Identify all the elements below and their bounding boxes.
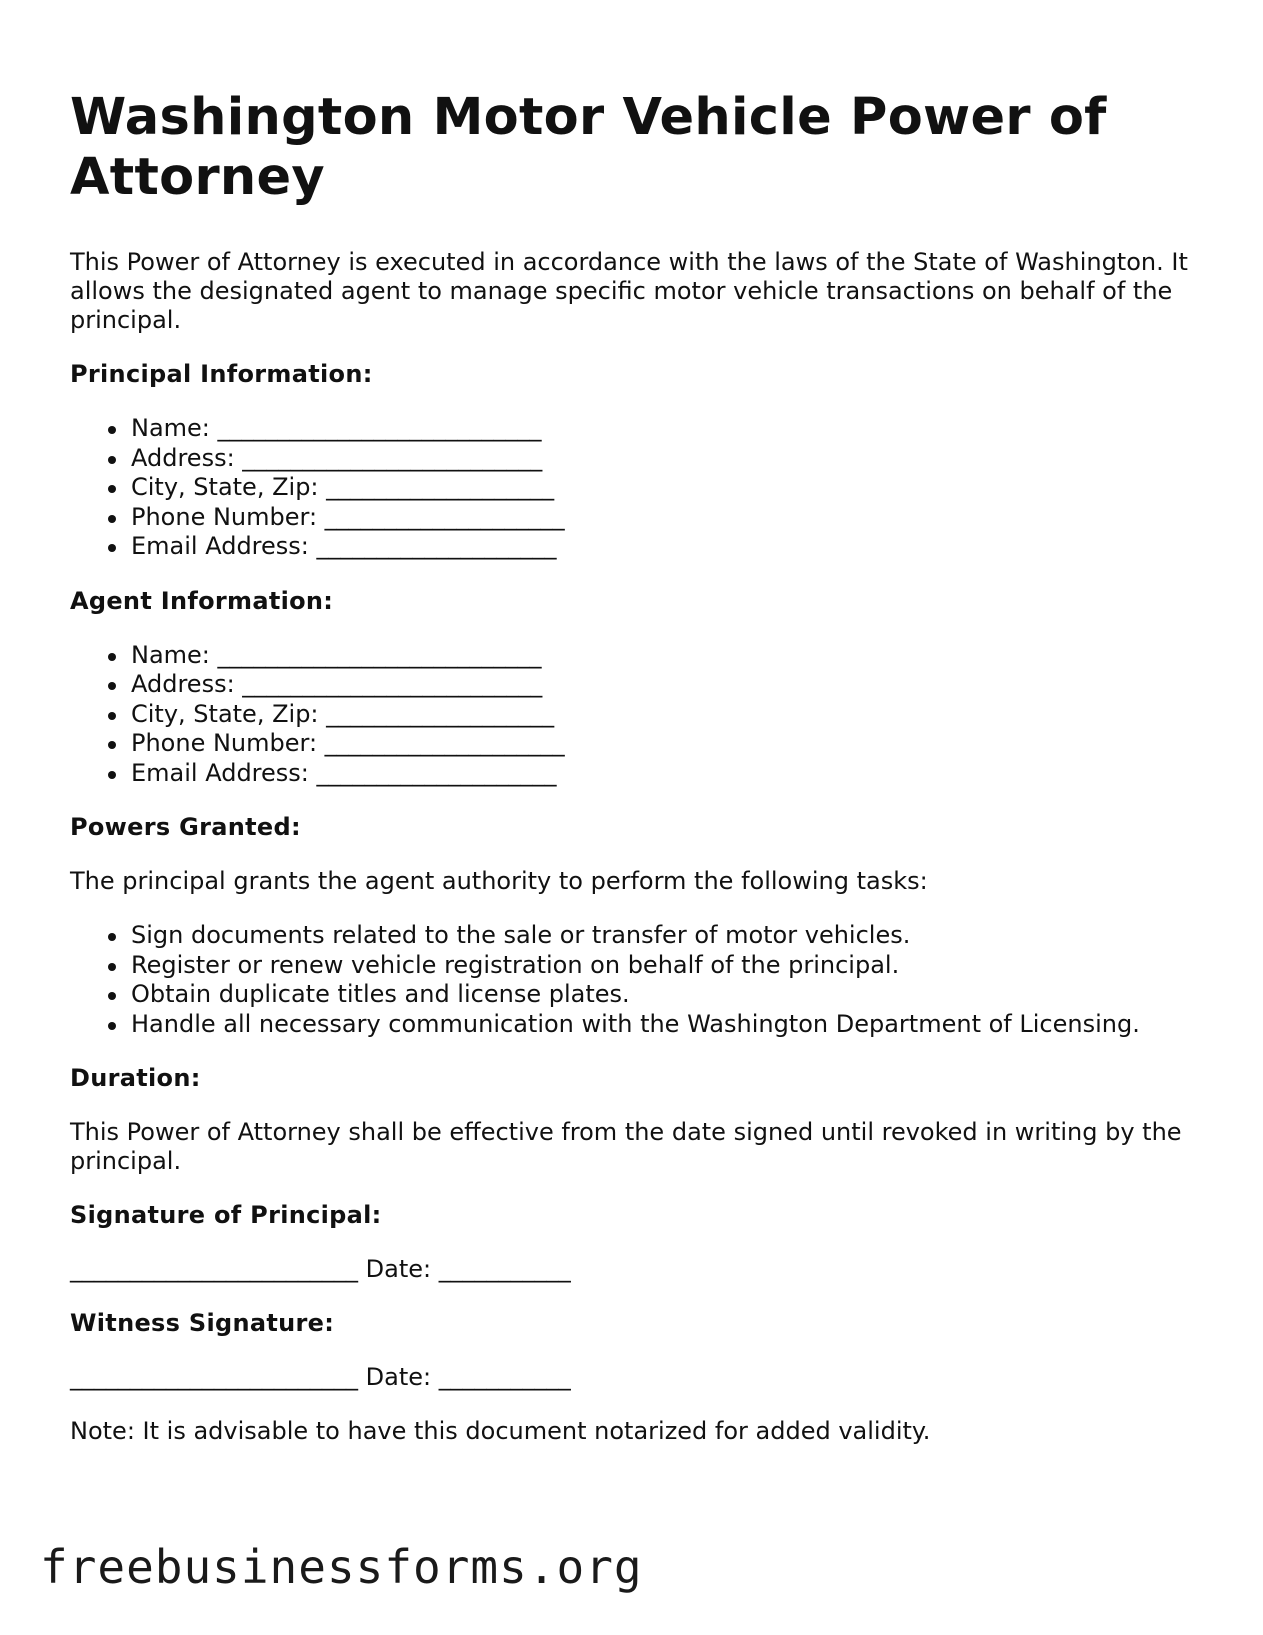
intro-paragraph: This Power of Attorney is executed in accordance with the laws of the State of Washington. It allows the designated agent to manage specific motor vehicle transactions on behalf of the principal. <box>70 248 1188 334</box>
power-item: Register or renew vehicle registration on behalf of the principal. <box>131 951 1200 981</box>
witness-signature-heading: Witness Signature: <box>70 1309 335 1337</box>
powers-list <box>70 921 1200 1039</box>
power-item: Sign documents related to the sale or transfer of motor vehicles. <box>131 921 1200 951</box>
notarization-note: Note: It is advisable to have this document notarized for added validity. <box>70 1417 931 1445</box>
power-item: Obtain duplicate titles and license plates. <box>131 980 1200 1010</box>
document-title: Washington Motor Vehicle Power of Attorney <box>70 88 1107 207</box>
agent-address-field: Address: _________________________ <box>131 670 1200 700</box>
agent-phone-field: Phone Number: ____________________ <box>131 729 1200 759</box>
powers-heading: Powers Granted: <box>70 813 301 841</box>
witness-signature-line: ________________________ Date: ___________ <box>70 1363 571 1391</box>
principal-address-field: Address: _________________________ <box>131 444 1200 474</box>
duration-heading: Duration: <box>70 1064 201 1092</box>
powers-intro: The principal grants the agent authority to perform the following tasks: <box>70 867 928 895</box>
principal-city-state-zip-field: City, State, Zip: ___________________ <box>131 473 1200 503</box>
document-page <box>70 88 1200 1471</box>
principal-signature-heading: Signature of Principal: <box>70 1201 382 1229</box>
duration-text: This Power of Attorney shall be effective from the date signed until revoked in writing by the principal. <box>70 1118 1182 1175</box>
principal-heading: Principal Information: <box>70 360 373 388</box>
principal-name-field: Name: ___________________________ <box>131 414 1200 444</box>
power-item: Handle all necessary communication with the Washington Department of Licensing. <box>131 1010 1200 1040</box>
agent-field-list <box>70 641 1200 789</box>
principal-signature-line: ________________________ Date: ___________ <box>70 1255 571 1283</box>
agent-heading: Agent Information: <box>70 586 334 615</box>
agent-email-field: Email Address: ____________________ <box>131 759 1200 789</box>
principal-email-field: Email Address: ____________________ <box>131 532 1200 562</box>
principal-phone-field: Phone Number: ____________________ <box>131 503 1200 533</box>
agent-city-state-zip-field: City, State, Zip: ___________________ <box>131 700 1200 730</box>
watermark: freebusinessforms.org <box>40 1540 643 1594</box>
agent-name-field: Name: ___________________________ <box>131 641 1200 671</box>
principal-field-list <box>70 414 1200 562</box>
